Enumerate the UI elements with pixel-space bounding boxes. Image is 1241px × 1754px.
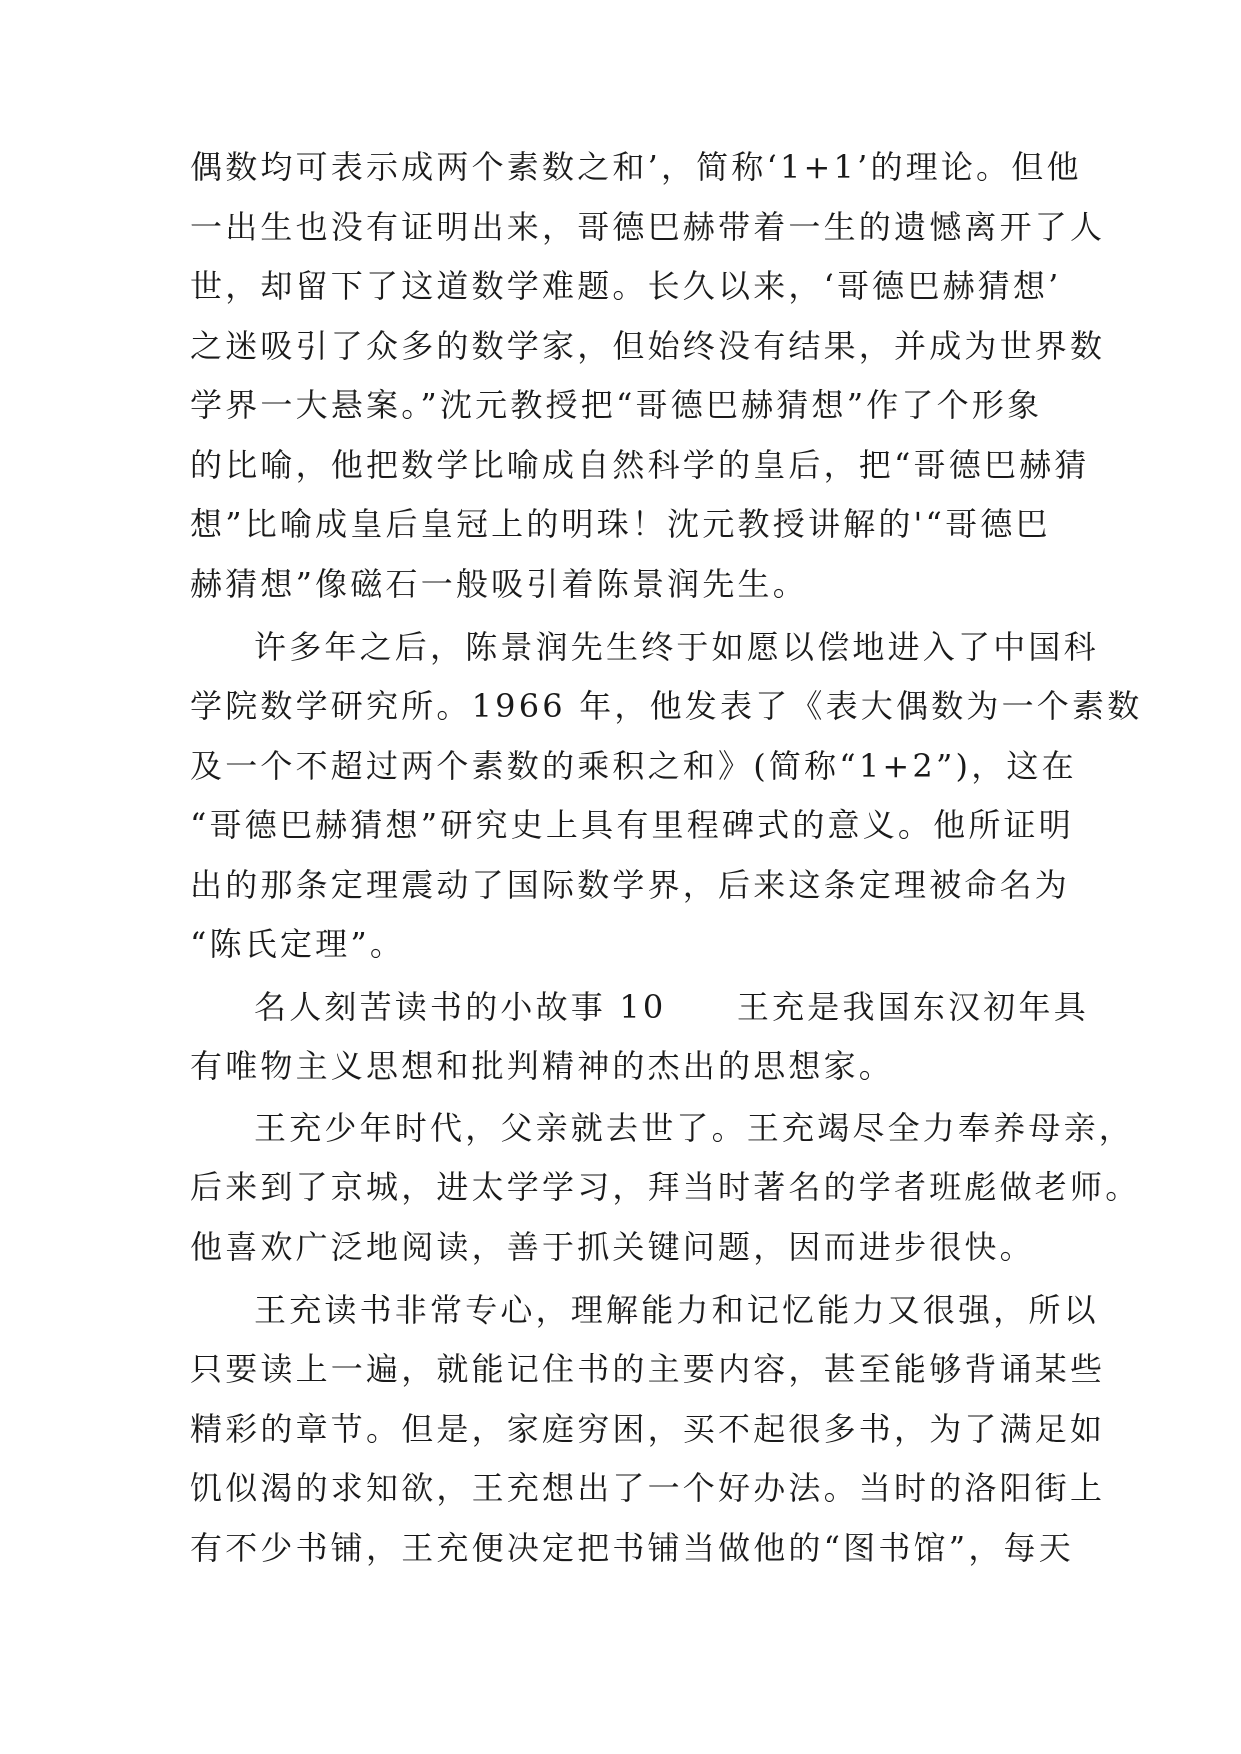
text-line: 他喜欢广泛地阅读，善于抓关键问题，因而进步很快。	[190, 1228, 1035, 1266]
text-line: 饥似渴的求知欲，王充想出了一个好办法。当时的洛阳街上	[190, 1469, 1106, 1507]
paragraph-first-line: 王充少年时代，父亲就去世了。王充竭尽全力奉养母亲，	[254, 1109, 1135, 1147]
paragraph-first-line: 许多年之后，陈景润先生终于如愿以偿地进入了中国科	[254, 628, 1099, 666]
text-line: 世，却留下了这道数学难题。长久以来，‘哥德巴赫猜想’	[190, 267, 1062, 305]
text-line: “哥德巴赫猜想”研究史上具有里程碑式的意义。他所证明	[190, 806, 1074, 844]
text-line: 出的那条定理震动了国际数学界，后来这条定理被命名为	[190, 866, 1071, 904]
text-line: 只要读上一遍，就能记住书的主要内容，甚至能够背诵某些	[190, 1350, 1106, 1388]
text-line: 学界一大悬案。”沈元教授把“哥德巴赫猜想”作了个形象	[190, 386, 1043, 424]
story-heading-line: 名人刻苦读书的小故事 10 王充是我国东汉初年具	[254, 988, 1089, 1026]
text-line: 偶数均可表示成两个素数之和’，简称‘1+1’的理论。但他	[190, 148, 1082, 186]
text-line: 之迷吸引了众多的数学家，但始终没有结果，并成为世界数	[190, 327, 1106, 365]
text-line: 精彩的章节。但是，家庭穷困，买不起很多书，为了满足如	[190, 1410, 1106, 1448]
text-line: “陈氏定理”。	[190, 925, 406, 963]
text-line: 赫猜想”像磁石一般吸引着陈景润先生。	[190, 565, 808, 603]
text-line: 有不少书铺，王充便决定把书铺当做他的“图书馆”，每天	[190, 1529, 1074, 1567]
text-line: 学院数学研究所。1966 年，他发表了《表大偶数为一个素数	[190, 687, 1143, 725]
text-line: 后来到了京城，进太学学习，拜当时著名的学者班彪做老师。	[190, 1168, 1141, 1206]
paragraph-first-line: 王充读书非常专心，理解能力和记忆能力又很强，所以	[254, 1291, 1099, 1329]
text-line: 想”比喻成皇后皇冠上的明珠！沈元教授讲解的'“哥德巴	[190, 505, 1051, 543]
text-line: 有唯物主义思想和批判精神的杰出的思想家。	[190, 1047, 895, 1085]
text-line: 的比喻，他把数学比喻成自然科学的皇后，把“哥德巴赫猜	[190, 446, 1090, 484]
text-line: 一出生也没有证明出来，哥德巴赫带着一生的遗憾离开了人	[190, 208, 1106, 246]
text-line: 及一个不超过两个素数的乘积之和》(简称“1+2”)，这在	[190, 747, 1077, 785]
